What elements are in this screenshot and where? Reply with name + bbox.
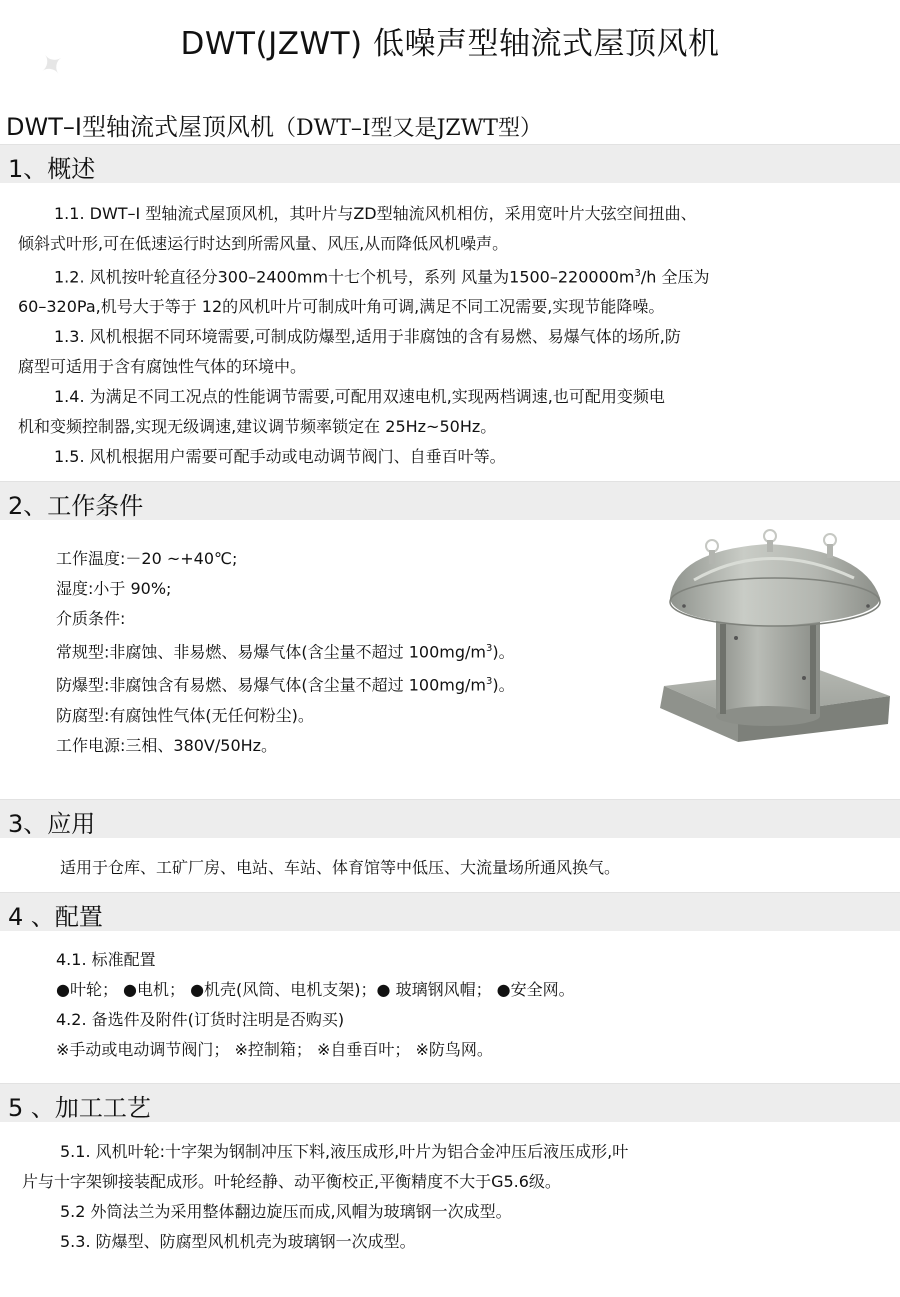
condition-normal-type xyxy=(56,634,515,667)
optional-config-items: ※手动或电动调节阀门； ※控制箱； ※自垂百叶； ※防鸟网。 xyxy=(56,1040,493,1059)
sub-title xyxy=(6,107,542,142)
condition-explosion-superscript: 3 xyxy=(485,676,493,688)
condition-normal-superscript: 3 xyxy=(485,643,493,654)
section-heading-process xyxy=(0,1083,900,1122)
condition-explosion-proof xyxy=(56,667,515,700)
process-p1-line2: 片与十字架铆接装配成形。叶轮经静、动平衡校正,平衡精度不大于G5.6级。 xyxy=(22,1172,561,1191)
optional-config-heading: 4.2. 备选件及附件(订货时注明是否购买) xyxy=(56,1010,345,1029)
section-heading-conditions xyxy=(0,481,900,520)
overview-p2-text-b: /h 全压为 xyxy=(640,267,710,287)
roof-fan-image xyxy=(654,528,894,786)
sub-title-paren: （DWT–I型又是JZWT型） xyxy=(273,116,542,141)
condition-normal-text: 常规型:非腐蚀、非易燃、易爆气体(含尘量不超过 100mg/m xyxy=(56,642,486,662)
section-heading-label: 2、工作条件 xyxy=(8,492,144,520)
condition-anticorrosion: 防腐型:有腐蚀性气体(无任何粉尘)。 xyxy=(56,705,314,725)
section-heading-configuration xyxy=(0,892,900,931)
condition-humidity: 湿度:小于 90%; xyxy=(56,579,172,598)
process-p1-line1: 5.1. 风机叶轮:十字架为钢制冲压下料,液压成形,叶片为铝合金冲压后液压成形,叶 xyxy=(60,1142,629,1161)
overview-p2-superscript: 3 xyxy=(634,268,641,279)
conditions-text xyxy=(56,544,515,761)
section-heading-label: 5 、加工工艺 xyxy=(8,1094,151,1122)
condition-explosion-end: )。 xyxy=(492,675,515,695)
overview-p2-line1 xyxy=(18,259,710,292)
standard-config-items: ●叶轮； ●电机； ●机壳(风筒、电机支架)；● 玻璃钢风帽； ●安全网。 xyxy=(56,980,575,999)
condition-power: 工作电源:三相、380V/50Hz。 xyxy=(56,735,278,755)
application-line: 适用于仓库、工矿厂房、电站、车站、体育馆等中低压、大流量场所通风换气。 xyxy=(60,858,621,877)
condition-normal-end: )。 xyxy=(492,642,515,662)
condition-explosion-text: 防爆型:非腐蚀含有易燃、易爆气体(含尘量不超过 100mg/m xyxy=(56,675,486,695)
section-heading-overview xyxy=(0,144,900,183)
sub-title-main: DWT–I型轴流式屋顶风机 xyxy=(6,113,274,141)
overview-p1-line1: 1.1. DWT–I 型轴流式屋顶风机，其叶片与ZD型轴流风机相仿，采用宽叶片大弦空间扭曲、 xyxy=(54,204,697,223)
overview-p4-line1: 1.4. 为满足不同工况点的性能调节需要,可配用双速电机,实现两档调速,也可配用变频电 xyxy=(54,387,665,407)
overview-p3-line2: 腐型可适用于含有腐蚀性气体的环境中。 xyxy=(18,357,307,377)
overview-text xyxy=(18,199,710,472)
condition-medium: 介质条件: xyxy=(56,609,126,628)
section-heading-label: 3、应用 xyxy=(8,810,96,838)
process-text xyxy=(22,1137,628,1257)
overview-p5-line1: 1.5. 风机根据用户需要可配手动或电动调节阀门、自垂百叶等。 xyxy=(54,447,506,467)
configuration-text xyxy=(56,945,575,1065)
watermark-top-left: ✦ xyxy=(32,43,73,88)
section-heading-application xyxy=(0,799,900,838)
condition-temperature: 工作温度:－20 ~+40℃; xyxy=(56,549,238,568)
overview-p3-line1: 1.3. 风机根据不同环境需要,可制成防爆型,适用于非腐蚀的含有易燃、易爆气体的场所,防 xyxy=(54,327,681,347)
application-text xyxy=(60,853,620,883)
standard-config-heading: 4.1. 标准配置 xyxy=(56,950,156,969)
page-title: DWT(JZWT) 低噪声型轴流式屋顶风机 xyxy=(180,26,720,62)
overview-p2-text-a: 1.2. 风机按叶轮直径分300–2400mm十七个机号，系列 风量为1500–220000m xyxy=(54,267,635,287)
process-p3-line1: 5.3. 防爆型、防腐型风机机壳为玻璃钢一次成型。 xyxy=(60,1232,416,1251)
section-heading-label: 4 、配置 xyxy=(8,903,103,931)
overview-p2-line2: 60–320Pa,机号大于等于 12的风机叶片可制成叶角可调,满足不同工况需要,实现节能降噪。 xyxy=(18,297,665,317)
section-heading-label: 1、概述 xyxy=(8,155,96,183)
overview-p1-line2: 倾斜式叶形,可在低速运行时达到所需风量、风压,从而降低风机噪声。 xyxy=(18,234,509,253)
process-p2-line1: 5.2 外筒法兰为采用整体翻边旋压而成,风帽为玻璃钢一次成型。 xyxy=(60,1202,512,1221)
overview-p4-line2: 机和变频控制器,实现无级调速,建议调节频率锁定在 25Hz~50Hz。 xyxy=(18,417,497,437)
